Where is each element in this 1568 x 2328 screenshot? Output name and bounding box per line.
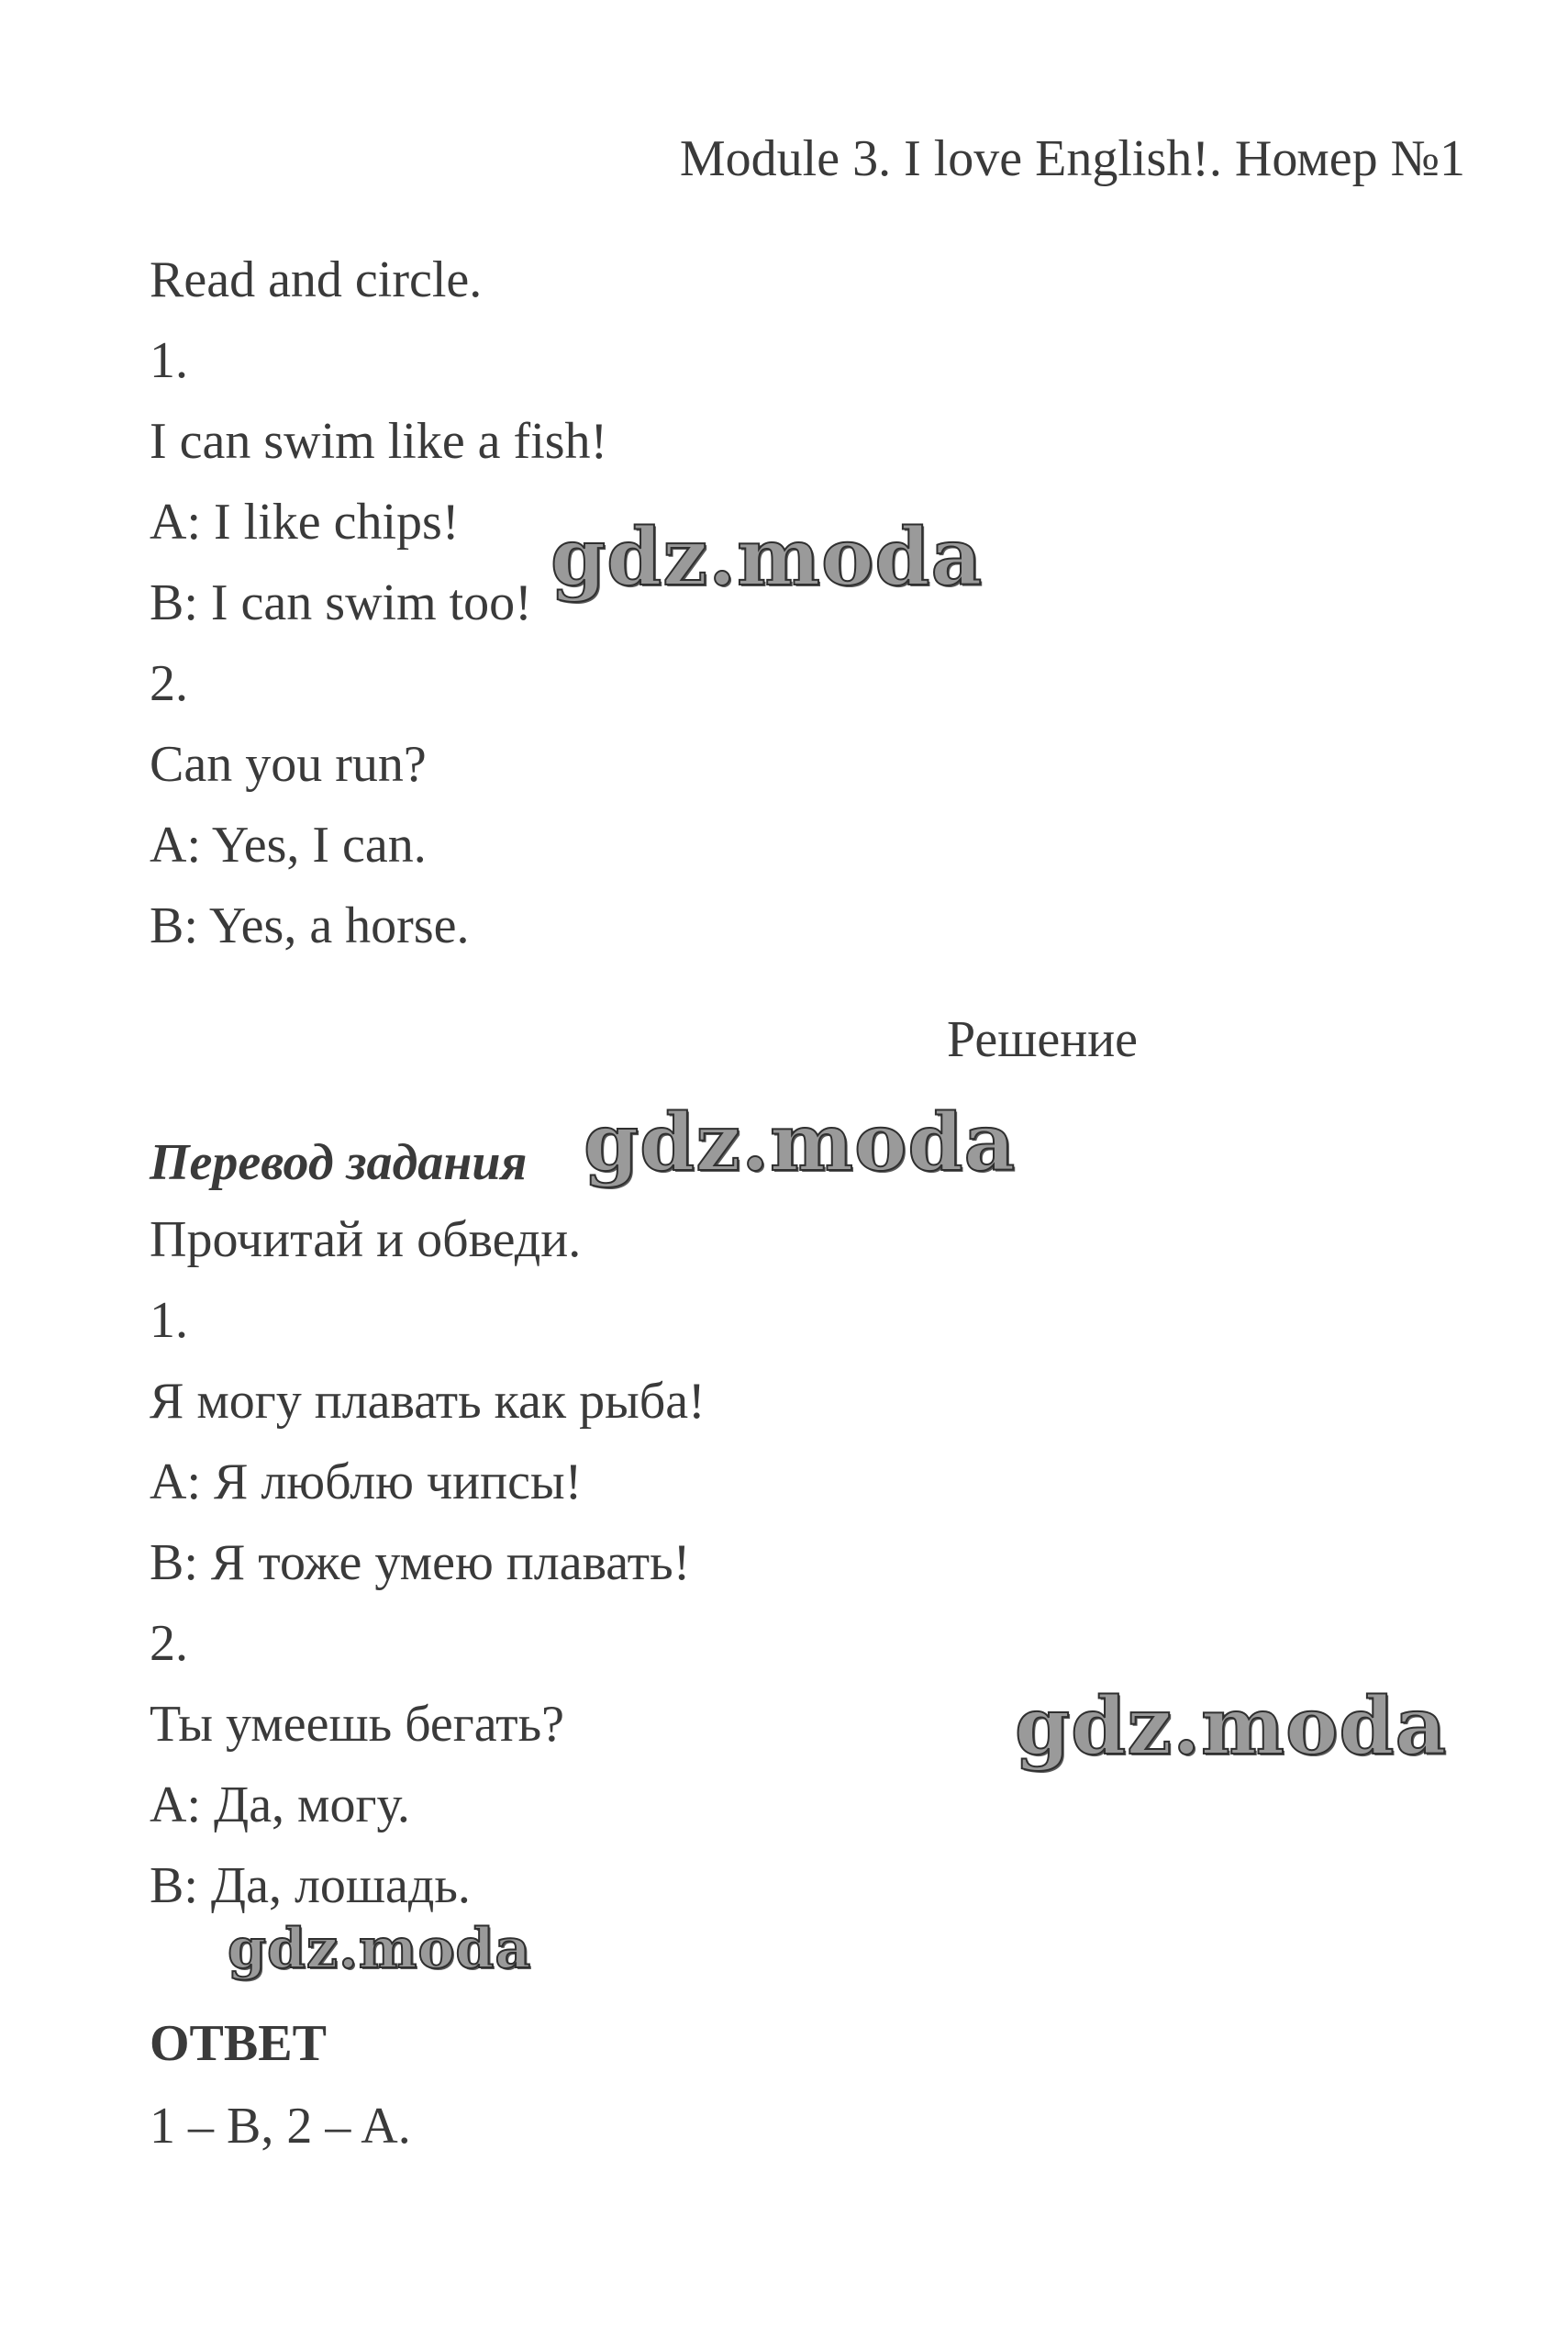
task-item2-option-a: A: Yes, I can. (150, 817, 427, 874)
task-item1-question: I can swim like a fish! (150, 413, 608, 470)
watermark-logo: gdz.moda (1015, 1680, 1448, 1773)
task-item2-number: 2. (150, 655, 188, 712)
solution-item2-number: 2. (150, 1615, 188, 1672)
watermark-logo: gdz.moda (228, 1917, 532, 1981)
task-item1-option-b: B: I can swim too! (150, 574, 532, 631)
solution-item1-number: 1. (150, 1292, 188, 1349)
solution-title: Решение (947, 1011, 1139, 1068)
solution-item1-option-a: А: Я люблю чипсы! (150, 1454, 583, 1510)
answer-heading: ОТВЕТ (150, 2015, 327, 2072)
task-instruction: Read and circle. (150, 251, 483, 308)
task-item1-option-a: A: I like chips! (150, 494, 460, 551)
solution-item1-option-b: В: Я тоже умею плавать! (150, 1534, 691, 1591)
answer-text: 1 – B, 2 – A. (150, 2098, 411, 2155)
page-header-title: Module 3. I love English!. Номер №1 (679, 130, 1465, 187)
task-item2-option-b: B: Yes, a horse. (150, 897, 470, 954)
solution-item1-question: Я могу плавать как рыба! (150, 1373, 706, 1430)
watermark-logo: gdz.moda (584, 1097, 1017, 1189)
task-item1-number: 1. (150, 332, 188, 389)
task-item2-question: Can you run? (150, 736, 427, 793)
solution-item2-option-a: А: Да, могу. (150, 1777, 410, 1833)
solution-instruction: Прочитай и обведи. (150, 1211, 582, 1268)
solution-item2-option-b: В: Да, лошадь. (150, 1857, 471, 1914)
translation-heading: Перевод задания (150, 1134, 528, 1191)
solution-item2-question: Ты умеешь бегать? (150, 1696, 564, 1753)
watermark-logo: gdz.moda (550, 511, 984, 604)
